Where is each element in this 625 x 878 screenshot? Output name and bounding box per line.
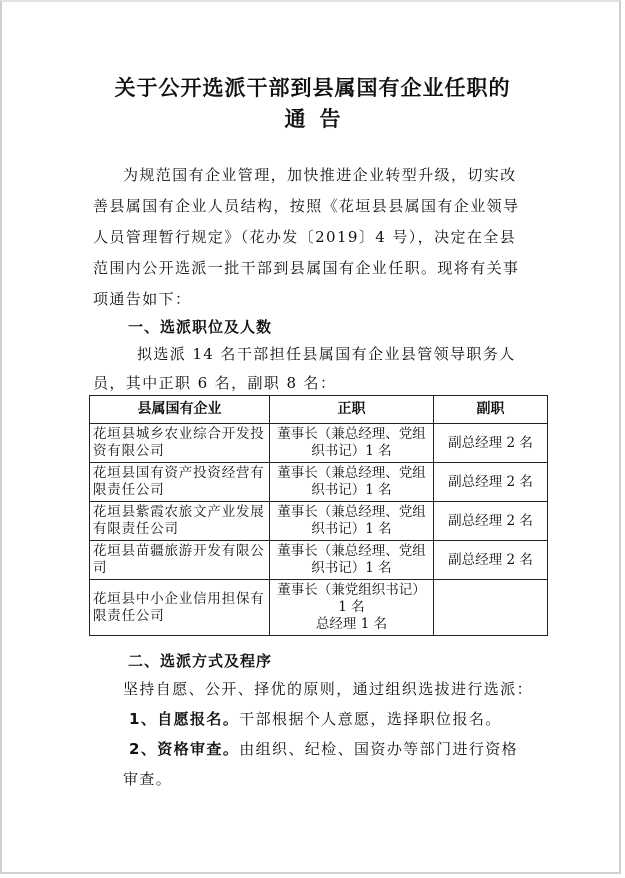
cell-enterprise: 花垣县紫霞农旅文产业发展有限责任公司 [90, 502, 270, 541]
positions-table [89, 395, 548, 636]
cell-deputy: 副总经理 2 名 [434, 463, 548, 502]
cell-enterprise: 花垣县中小企业信用担保有限责任公司 [90, 580, 270, 636]
table-row [90, 580, 548, 636]
section1-line: 员，其中正职 6 名，副职 8 名： [93, 374, 337, 392]
section1-paragraph [93, 340, 538, 398]
cell-principal: 董事长（兼总经理、党组织书记）1 名 [270, 502, 434, 541]
intro-line: 为规范国有企业管理，加快推进企业转型升级，切实改 [123, 166, 517, 184]
step-2-continued: 审查。 [123, 770, 173, 788]
intro-line: 人员管理暂行规定》（花办发〔2019〕4 号），决定在全县 [93, 228, 517, 246]
intro-line: 范围内公开选派一批干部到县属国有企业任职。现将有关事 [93, 259, 520, 277]
header-deputy: 副职 [434, 396, 548, 424]
table-row [90, 502, 548, 541]
step-2-text: 由组织、纪检、国资办等部门进行资格 [239, 740, 519, 758]
cell-principal: 董事长（兼总经理、党组织书记）1 名 [270, 463, 434, 502]
step-1-label: 1、自愿报名。 [129, 710, 240, 728]
step-1 [93, 704, 538, 734]
cell-enterprise: 花垣县国有资产投资经营有限责任公司 [90, 463, 270, 502]
table-header-row [90, 396, 548, 424]
section-heading-positions: 一、选派职位及人数 [128, 318, 273, 336]
cell-principal-line: 董事长（兼党组织书记）1 名 [277, 582, 426, 615]
intro-paragraph [93, 160, 538, 315]
header-principal: 正职 [270, 396, 434, 424]
cell-principal: 董事长（兼总经理、党组织书记）1 名 [270, 541, 434, 580]
header-enterprise: 县属国有企业 [90, 396, 270, 424]
table-row [90, 541, 548, 580]
cell-deputy [434, 580, 548, 636]
cell-enterprise: 花垣县苗疆旅游开发有限公司 [90, 541, 270, 580]
intro-line: 项通告如下： [93, 290, 192, 308]
section1-line: 拟选派 14 名干部担任县属国有企业县管领导职务人 [137, 345, 516, 363]
cell-deputy: 副总经理 2 名 [434, 541, 548, 580]
step-2 [93, 734, 538, 764]
cell-principal-line: 总经理 1 名 [315, 616, 388, 632]
section2-paragraph [93, 674, 538, 794]
document-title-notice: 通告 [284, 107, 355, 131]
intro-line: 善县属国有企业人员结构，按照《花垣县县属国有企业领导 [93, 197, 520, 215]
section-heading-procedure: 二、选派方式及程序 [128, 652, 273, 670]
document-title: 关于公开选派干部到县属国有企业任职的 [114, 76, 511, 100]
section2-intro: 坚持自愿、公开、择优的原则，通过组织选拔进行选派： [123, 680, 534, 698]
table-row [90, 463, 548, 502]
cell-deputy: 副总经理 2 名 [434, 502, 548, 541]
step-1-text: 干部根据个人意愿，选择职位报名。 [239, 710, 502, 728]
table-row [90, 424, 548, 463]
step-2-label: 2、资格审查。 [129, 740, 240, 758]
cell-principal: 董事长（兼总经理、党组织书记）1 名 [270, 424, 434, 463]
cell-principal [270, 580, 434, 636]
cell-deputy: 副总经理 2 名 [434, 424, 548, 463]
cell-enterprise: 花垣县城乡农业综合开发投资有限公司 [90, 424, 270, 463]
